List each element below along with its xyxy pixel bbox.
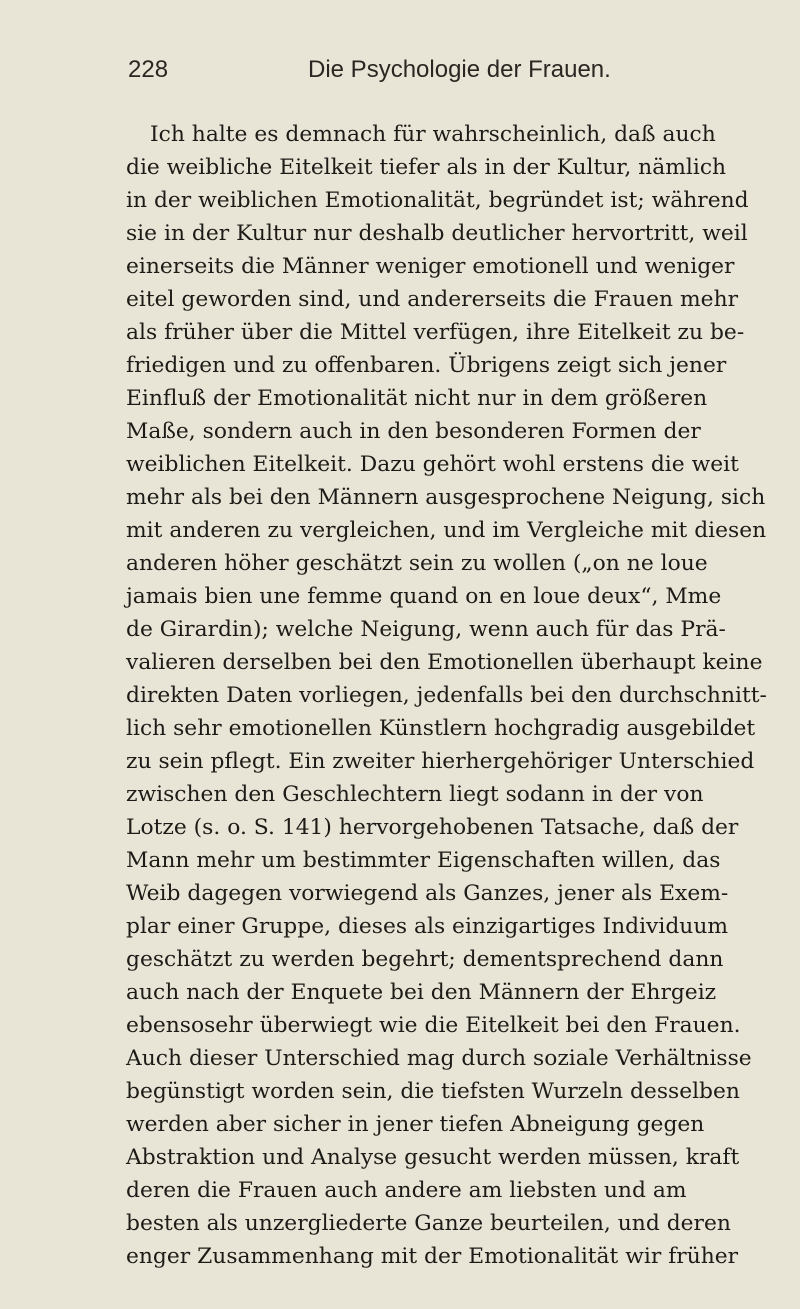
text-line: Mann mehr um bestimmter Eigenschaften willen, das	[126, 848, 721, 873]
text-line: Weib dagegen vorwiegend als Ganzes, jener als Exem-	[126, 881, 729, 906]
text-line: valieren derselben bei den Emotionellen überhaupt keine	[126, 650, 763, 675]
text-line: Maße, sondern auch in den besonderen Formen der	[126, 419, 701, 444]
text-line: ebensosehr überwiegt wie die Eitelkeit bei den Frauen.	[126, 1013, 741, 1038]
text-line: friedigen und zu offenbaren. Übrigens zeigt sich jener	[126, 353, 727, 378]
text-line: begünstigt worden sein, die tiefsten Wurzeln desselben	[126, 1079, 740, 1104]
page-header	[128, 50, 668, 90]
text-line: de Girardin); welche Neigung, wenn auch für das Prä-	[126, 617, 726, 642]
page-number: 228	[128, 56, 169, 83]
text-line: geschätzt zu werden begehrt; dementsprechend dann	[126, 947, 724, 972]
text-line: als früher über die Mittel verfügen, ihre Eitelkeit zu be-	[126, 320, 745, 345]
text-line: zu sein pflegt. Ein zweiter hierhergehöriger Unterschied	[126, 749, 755, 774]
text-line: lich sehr emotionellen Künstlern hochgradig ausgebildet	[126, 716, 756, 741]
text-line: enger Zusammenhang mit der Emotionalität wir früher	[126, 1244, 739, 1269]
text-line: plar einer Gruppe, dieses als einzigartiges Individuum	[126, 914, 729, 939]
running-title: Die Psychologie der Frauen.	[308, 56, 611, 83]
text-line: direkten Daten vorliegen, jedenfalls bei den durchschnitt-	[126, 683, 767, 708]
text-line: werden aber sicher in jener tiefen Abneigung gegen	[126, 1112, 705, 1137]
text-line: einerseits die Männer weniger emotionell und weniger	[126, 254, 735, 279]
text-line: die weibliche Eitelkeit tiefer als in der Kultur, nämlich	[126, 155, 727, 180]
text-line: mit anderen zu vergleichen, und im Vergleiche mit diesen	[126, 518, 767, 543]
text-line: deren die Frauen auch andere am liebsten und am	[126, 1178, 687, 1203]
text-line: mehr als bei den Männern ausgesprochene Neigung, sich	[126, 485, 766, 510]
text-line: Lotze (s. o. S. 141) hervorgehobenen Tatsache, daß der	[126, 815, 739, 840]
text-line: Auch dieser Unterschied mag durch soziale Verhältnisse	[126, 1046, 752, 1071]
text-line: in der weiblichen Emotionalität, begründet ist; während	[126, 188, 749, 213]
text-line: besten als unzergliederte Ganze beurteilen, und deren	[126, 1211, 731, 1236]
body-paragraph	[126, 118, 767, 1273]
text-line: sie in der Kultur nur deshalb deutlicher hervortritt, weil	[126, 221, 748, 246]
text-line: Abstraktion und Analyse gesucht werden müssen, kraft	[126, 1145, 740, 1170]
text-line: Ich halte es demnach für wahrscheinlich, daß auch	[150, 122, 716, 147]
text-line: weiblichen Eitelkeit. Dazu gehört wohl erstens die weit	[126, 452, 739, 477]
text-line: Einfluß der Emotionalität nicht nur in dem größeren	[126, 386, 708, 411]
text-line: zwischen den Geschlechtern liegt sodann in der von	[126, 782, 704, 807]
text-line: jamais bien une femme quand on en loue deux“, Mme	[126, 584, 722, 609]
text-line: anderen höher geschätzt sein zu wollen („on ne loue	[126, 551, 708, 576]
text-line: auch nach der Enquete bei den Männern der Ehrgeiz	[126, 980, 717, 1005]
text-line: eitel geworden sind, und andererseits die Frauen mehr	[126, 287, 739, 312]
